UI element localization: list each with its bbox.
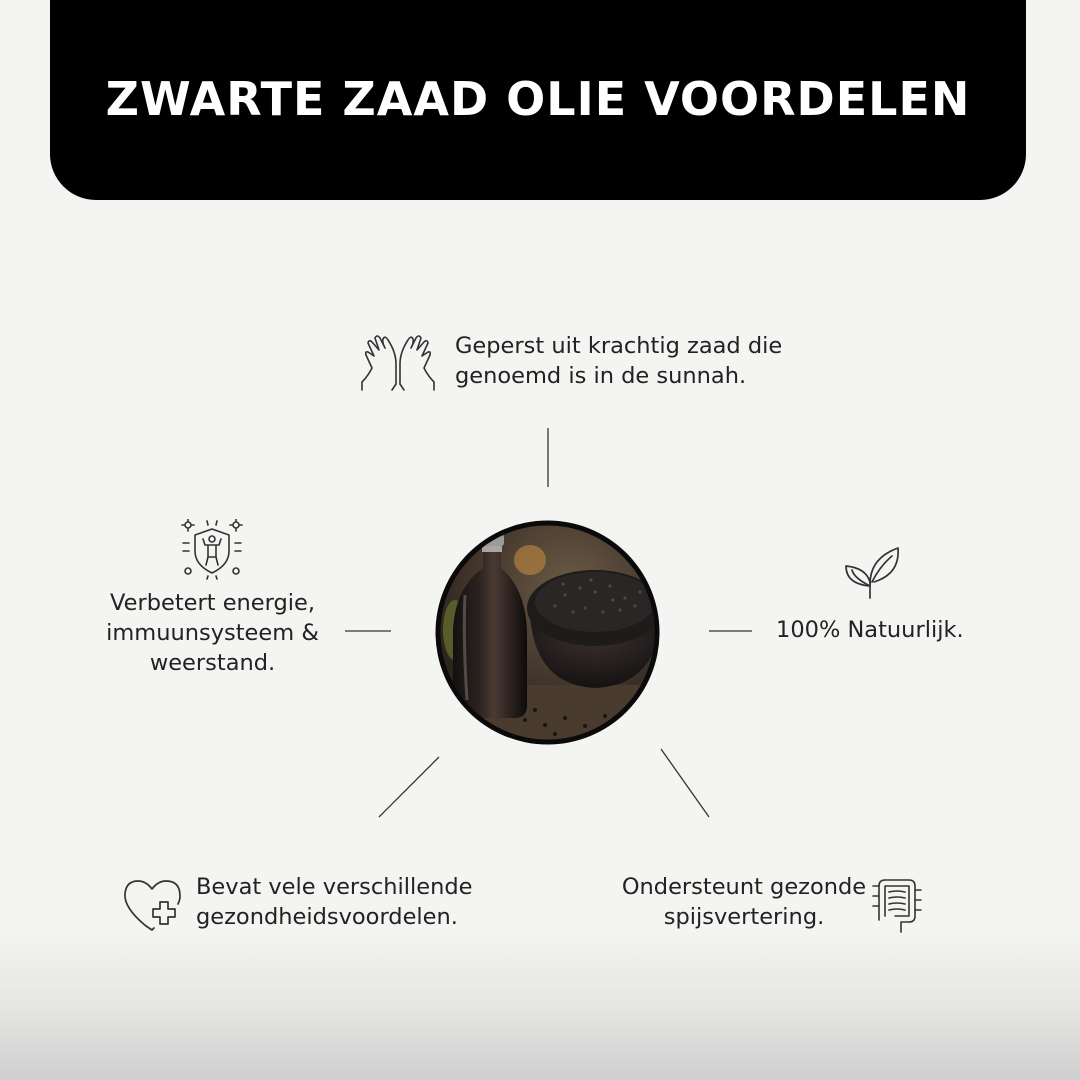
black-seed-oil-photo (435, 520, 660, 745)
benefit-left-line-3: weerstand. (149, 650, 276, 676)
benefit-left-text (100, 588, 325, 678)
page-title: ZWARTE ZAAD OLIE VOORDELEN (105, 71, 971, 126)
praying-hands-icon (358, 330, 438, 394)
benefit-left-line-2: immuunsysteem & (106, 620, 319, 646)
leaf-icon (842, 544, 902, 602)
benefit-bottom-right-line-1: Ondersteunt gezonde (621, 874, 867, 900)
benefit-right-line-1: 100% Natuurlijk. (776, 617, 964, 643)
immunity-shield-icon (181, 519, 243, 581)
benefit-bottom-left-text (196, 872, 473, 932)
benefit-top-text (455, 331, 782, 391)
benefit-top-line-2: genoemd is in de sunnah. (455, 363, 747, 389)
benefit-bottom-right-line-2: spijsvertering. (663, 904, 825, 930)
connector-bottom-left (379, 757, 439, 817)
benefit-bottom-right-text (618, 872, 870, 932)
benefit-left-line-1: Verbetert energie, (109, 590, 316, 616)
benefit-right-text (776, 615, 964, 645)
benefit-top-line-1: Geperst uit krachtig zaad die (455, 333, 783, 359)
benefit-bottom-left-line-2: gezondheidsvoordelen. (196, 904, 458, 930)
intestine-icon (871, 876, 923, 934)
connector-bottom-right (661, 749, 709, 817)
benefit-bottom-left-line-1: Bevat vele verschillende (196, 874, 473, 900)
heart-cross-icon (122, 876, 184, 932)
